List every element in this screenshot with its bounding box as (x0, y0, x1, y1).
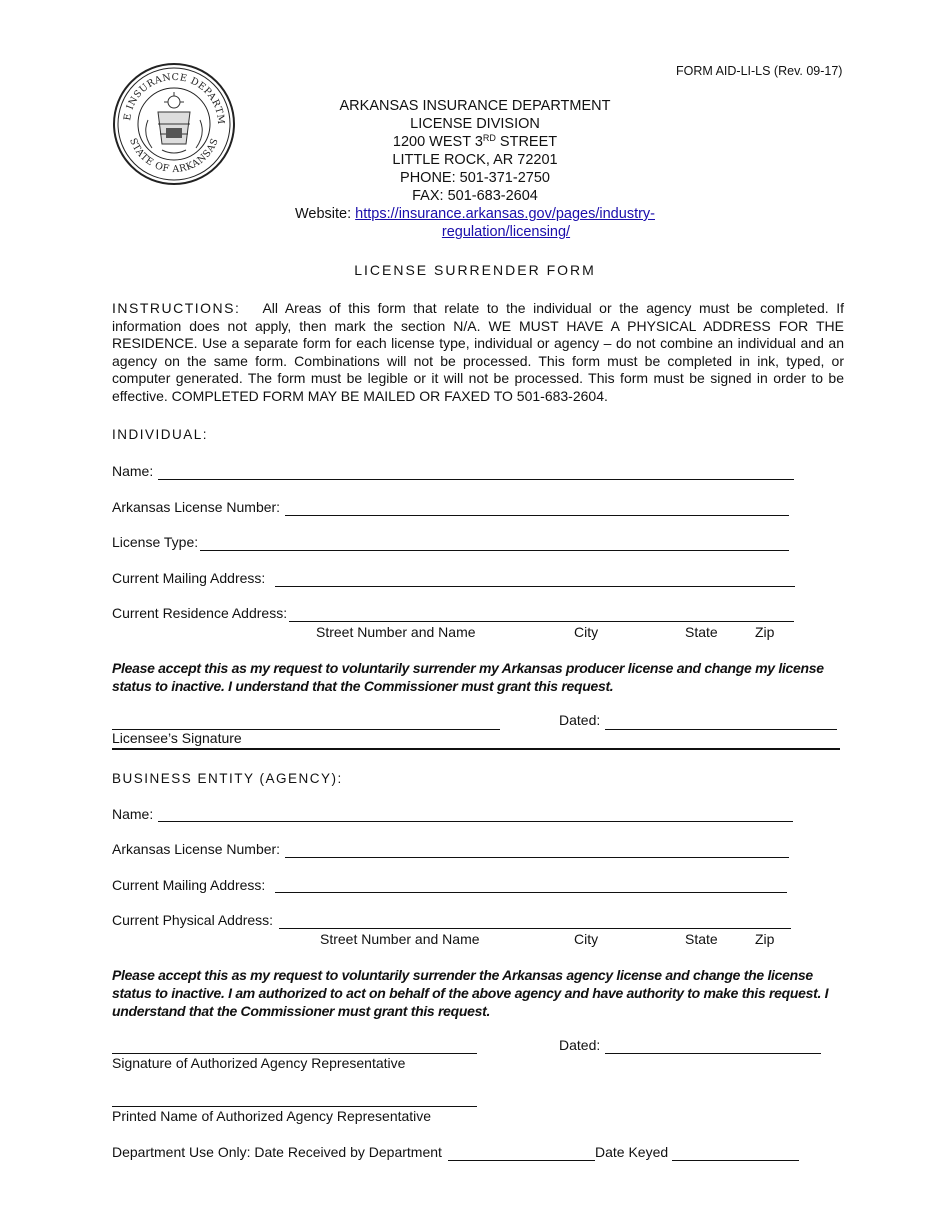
individual-col-street: Street Number and Name (316, 624, 476, 640)
date-received-field[interactable] (448, 1160, 595, 1161)
seal-top-text: E INSURANCE DEPARTM (122, 71, 227, 126)
agency-printed-name-field[interactable] (112, 1106, 477, 1107)
street-address: 1200 WEST 3RD STREET (392, 133, 558, 150)
individual-col-state: State (685, 624, 718, 640)
agency-printed-name-label: Printed Name of Authorized Agency Representative (112, 1108, 432, 1124)
website-label: Website: (294, 206, 352, 222)
individual-dated-label: Dated: (559, 712, 601, 728)
instructions (112, 300, 844, 405)
licensee-signature-label: Licensee’s Signature (112, 730, 242, 746)
state-seal-logo (112, 62, 236, 186)
phone-number: PHONE: 501-371-2750 (400, 170, 550, 186)
date-keyed-field[interactable] (672, 1160, 799, 1161)
agency-name-label: Name: (112, 806, 154, 822)
agency-col-state: State (685, 931, 718, 947)
date-keyed-label: Date Keyed (595, 1144, 669, 1160)
website-line (275, 205, 675, 223)
department-name: ARKANSAS INSURANCE DEPARTMENT (339, 98, 611, 114)
agency-col-city: City (574, 931, 599, 947)
individual-name-label: Name: (112, 463, 154, 479)
agency-mailing-address-field[interactable] (275, 892, 787, 893)
division-name: LICENSE DIVISION (410, 116, 540, 132)
instructions-body: All Areas of this form that relate to the individual or the agency must be completed. If information does not apply, then mark the section N/A. WE MUST HAVE A PHYSICAL ADDRESS FOR THE RESIDENCE. Use a separate form for each license type, individual or agency – do not combine an individual and an agency on the same form. Combinations will not be processed. This form must be completed in ink, typed, or computer generated. The form must be legible or it will not be processed. This form must be signed in order to be effective. COMPLETED FORM MAY BE MAILED OR FAXED TO 501-683-2604. (112, 300, 844, 404)
agency-license-number-field[interactable] (285, 857, 789, 858)
individual-residence-address-label: Current Residence Address: (112, 605, 288, 621)
header-block (275, 97, 675, 241)
individual-residence-address-field[interactable] (289, 621, 794, 622)
section-divider (112, 748, 840, 750)
individual-surrender-statement: Please accept this as my request to voluntarily surrender my Arkansas producer license and change my license status to inactive. I understand that the Commissioner must grant this request. (112, 660, 824, 694)
fax-number: FAX: 501-683-2604 (412, 188, 538, 204)
individual-dated-field[interactable] (605, 729, 837, 730)
agency-col-street: Street Number and Name (320, 931, 480, 947)
agency-physical-address-field[interactable] (279, 928, 791, 929)
instructions-label: INSTRUCTIONS: (112, 300, 241, 316)
agency-section-title: BUSINESS ENTITY (AGENCY): (112, 771, 343, 786)
agency-dated-field[interactable] (605, 1053, 821, 1054)
individual-license-number-label: Arkansas License Number: (112, 499, 281, 515)
individual-name-field[interactable] (158, 479, 794, 480)
individual-license-type-label: License Type: (112, 534, 199, 550)
agency-signature-field[interactable] (112, 1053, 477, 1054)
website-link-continued[interactable]: regulation/licensing/ (441, 224, 571, 240)
seal-bottom-text: STATE OF ARKANSAS (127, 136, 221, 176)
website-link[interactable]: https://insurance.arkansas.gov/pages/industry- (355, 206, 655, 222)
individual-mailing-address-field[interactable] (275, 586, 795, 587)
individual-col-city: City (574, 624, 599, 640)
individual-section-title: INDIVIDUAL: (112, 427, 209, 442)
department-use-label: Department Use Only: Date Received by Department (112, 1144, 442, 1160)
individual-license-type-field[interactable] (200, 550, 789, 551)
agency-col-zip: Zip (755, 931, 775, 947)
individual-license-number-field[interactable] (285, 515, 789, 516)
agency-signature-label: Signature of Authorized Agency Representative (112, 1055, 406, 1071)
agency-name-field[interactable] (158, 821, 793, 822)
individual-mailing-address-label: Current Mailing Address: (112, 570, 266, 586)
form-id: FORM AID-LI-LS (Rev. 09-17) (676, 64, 843, 78)
city-state-zip: LITTLE ROCK, AR 72201 (392, 152, 558, 168)
agency-surrender-statement: Please accept this as my request to voluntarily surrender the Arkansas agency license and change the license status to inactive. I am authorized to act on behalf of the above agency and have authority to make this request. I understand that the Commissioner must grant this request. (112, 967, 829, 1019)
agency-dated-label: Dated: (559, 1037, 601, 1053)
agency-physical-address-label: Current Physical Address: (112, 912, 274, 928)
agency-mailing-address-label: Current Mailing Address: (112, 877, 266, 893)
form-title: LICENSE SURRENDER FORM (354, 262, 596, 278)
individual-col-zip: Zip (755, 624, 775, 640)
agency-license-number-label: Arkansas License Number: (112, 841, 281, 857)
